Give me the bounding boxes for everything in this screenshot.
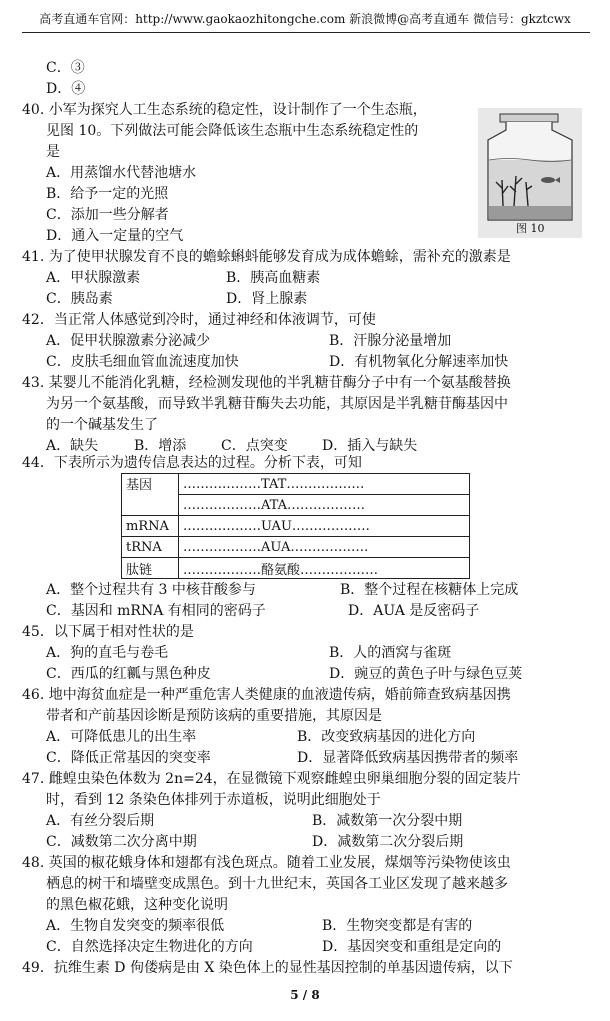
q43-option-c: C．点突变 [221, 438, 288, 454]
q48-option-a: A．生物自发突变的频率很低 [46, 918, 225, 934]
q44-option-b: B．整个过程在核糖体上完成 [340, 582, 519, 598]
peptide-value: ………………酪氨酸……………… [179, 558, 470, 579]
q49-stem: 49．抗维生素 D 佝偻病是由 X 染色体上的显性基因控制的单基因遗传病，以下 [22, 960, 513, 976]
page-header: 高考直通车官网：http://www.gaokaozhitongche.com 新浪微博@高考直通车 微信号：gkztcwx [39, 12, 571, 26]
q45-option-c: C．西瓜的红瓤与黑色种皮 [46, 666, 211, 682]
row-label-trna: tRNA [122, 537, 179, 558]
q40-option-d: D．通入一定量的空气 [46, 228, 184, 244]
q47-option-c: C．减数第二次分离中期 [46, 834, 197, 850]
ecosystem-bottle-icon [478, 108, 582, 238]
prev-option-d: D．④ [46, 81, 86, 97]
q43-option-b: B．增添 [134, 438, 187, 454]
q46-option-b: B．改变致病基因的进化方向 [297, 729, 476, 745]
q45-option-b: B．人的酒窝与雀斑 [329, 645, 452, 661]
row-label-gene: 基因 [122, 474, 179, 516]
q47-option-a: A．有丝分裂后期 [46, 813, 155, 829]
q44-option-c: C．基因和 mRNA 有相同的密码子 [46, 603, 266, 619]
row-label-mrna: mRNA [122, 516, 179, 537]
q47-option-b: B．减数第一次分裂中期 [312, 813, 463, 829]
prev-option-c: C．③ [46, 60, 85, 76]
header-rule [22, 32, 590, 33]
q44-option-d: D．AUA 是反密码子 [348, 603, 480, 619]
q43-option-d: D．插入与缺失 [322, 438, 418, 454]
gene-strand-1: ………………TAT……………… [179, 474, 470, 495]
q41-option-d: D．肾上腺素 [226, 291, 308, 307]
q41-option-b: B．胰高血糖素 [226, 270, 321, 286]
q41-option-c: C．胰岛素 [46, 291, 113, 307]
q42-stem: 42．当正常人体感觉到冷时，通过神经和体液调节，可使 [22, 312, 376, 328]
q45-stem: 45．以下属于相对性状的是 [22, 624, 194, 640]
q46-option-d: D．显著降低致病基因携带者的频率 [297, 750, 519, 766]
q42-option-c: C．皮肤毛细血管血流速度加快 [46, 354, 239, 370]
table-row-gene [122, 474, 470, 495]
gene-strand-2: ………………ATA……………… [179, 495, 470, 516]
ecosystem-bottle-figure [478, 108, 582, 238]
table-row-mrna [122, 516, 470, 537]
q46-option-a: A．可降低患儿的出生率 [46, 729, 197, 745]
q46-option-c: C．降低正常基因的突变率 [46, 750, 211, 766]
q43-option-a: A．缺失 [46, 438, 99, 454]
q46-stem-line2: 带者和产前基因诊断是预防该病的重要措施，其原因是 [46, 708, 382, 724]
page-number: 5 / 8 [290, 988, 320, 1002]
q44-option-a: A．整个过程共有 3 中核苷酸参与 [46, 582, 256, 598]
q45-option-d: D．豌豆的黄色子叶与绿色豆荚 [329, 666, 523, 682]
q48-stem-line3: 的黑色椒花蛾，这种变化说明 [46, 897, 228, 913]
q41-stem: 41. 为了使甲状腺发育不良的蟾蜍蝌蚪能够发育成为成体蟾蜍，需补充的激素是 [22, 249, 511, 265]
q43-stem-line2: 为另一个氨基酸，而导致半乳糖苷酶失去功能，其原因是半乳糖苷酶基因中 [46, 396, 508, 412]
genetic-info-table [121, 473, 470, 579]
q40-stem-line2: 见图 10。下列做法可能会降低该生态瓶中生态系统稳定性的 [46, 123, 419, 139]
q43-stem-line3: 的一个碱基发生了 [46, 417, 158, 433]
q48-stem-line1: 48. 英国的椒花蛾身体和翅都有浅色斑点。随着工业发展，煤烟等污染物使该虫 [22, 855, 511, 871]
q48-option-b: B．生物突变都是有害的 [322, 918, 473, 934]
q42-option-a: A．促甲状腺激素分泌减少 [46, 333, 211, 349]
table-row-trna [122, 537, 470, 558]
q48-stem-line2: 栖息的树干和墙壁变成黑色。到十九世纪末，英国各工业区发现了越来越多 [46, 876, 508, 892]
q48-option-c: C．自然选择决定生物进化的方向 [46, 939, 253, 955]
q47-option-d: D．减数第二次分裂后期 [312, 834, 464, 850]
q40-option-b: B．给予一定的光照 [46, 186, 169, 202]
q41-option-a: A．甲状腺激素 [46, 270, 141, 286]
q47-stem-line1: 47. 雌蝗虫染色体数为 2n=24，在显微镜下观察雌蝗虫卵巢细胞分裂的固定装片 [22, 771, 521, 787]
q40-stem-line3: 是 [46, 144, 60, 160]
mrna-value: ………………UAU……………… [179, 516, 470, 537]
q40-option-a: A．用蒸馏水代替池塘水 [46, 165, 197, 181]
q40-option-c: C．添加一些分解者 [46, 207, 169, 223]
q42-option-d: D．有机物氧化分解速率加快 [329, 354, 509, 370]
figure-caption: 图 10 [516, 222, 545, 235]
trna-value: ………………AUA……………… [179, 537, 470, 558]
q44-stem: 44．下表所示为遗传信息表达的过程。分析下表，可知 [22, 455, 362, 471]
q40-stem-line1: 40. 小军为探究人工生态系统的稳定性，设计制作了一个生态瓶， [22, 102, 427, 118]
q47-stem-line2: 时，看到 12 条染色体排列于赤道板，说明此细胞处于 [46, 792, 381, 808]
q48-option-d: D．基因突变和重组是定向的 [322, 939, 502, 955]
q42-option-b: B．汗腺分泌量增加 [329, 333, 452, 349]
q43-stem-line1: 43. 某婴儿不能消化乳糖，经检测发现他的半乳糖苷酶分子中有一个氨基酸替换 [22, 375, 511, 391]
row-label-peptide: 肽链 [122, 558, 179, 579]
q45-option-a: A．狗的直毛与卷毛 [46, 645, 169, 661]
q46-stem-line1: 46. 地中海贫血症是一种严重危害人类健康的血液遗传病，婚前筛查致病基因携 [22, 687, 511, 703]
table-row-peptide [122, 558, 470, 579]
